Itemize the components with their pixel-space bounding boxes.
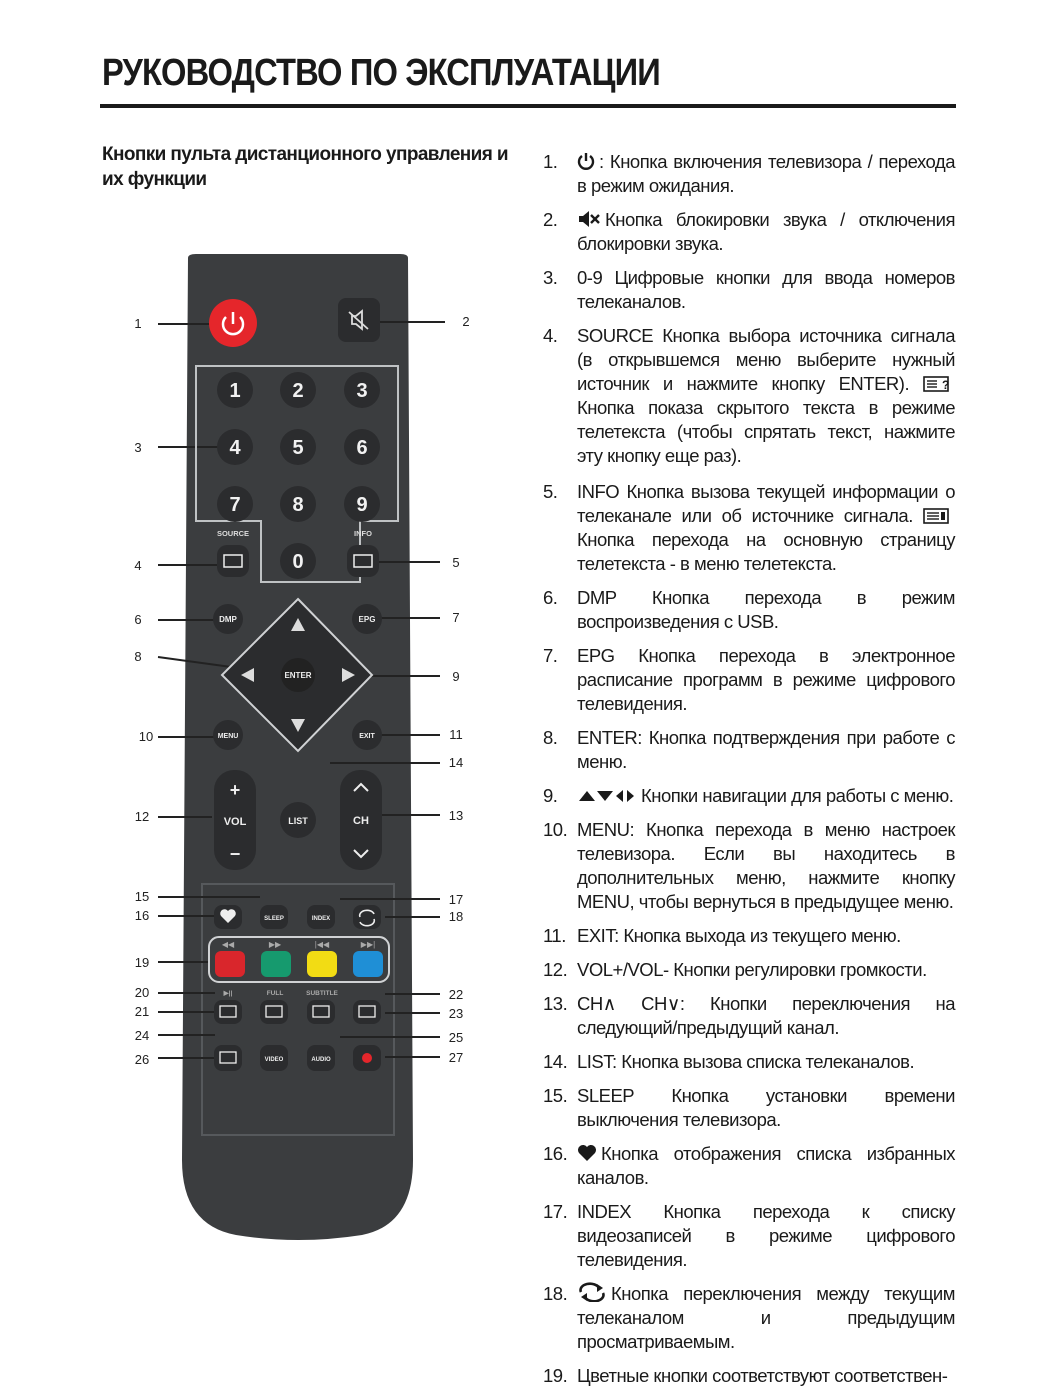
function-number: 3. [543,267,558,288]
function-item [543,1050,955,1074]
teletext-button[interactable] [307,1000,335,1024]
function-item [543,924,955,948]
function-text: EXIT: Кнопка выхода из текущего меню. [577,925,901,946]
callout-number: 21 [134,1004,150,1019]
teletext-index-icon [923,508,951,524]
function-text: INFO Кнопка вызова текущей информации о телеканале или об источнике сигнала. [577,481,955,526]
function-number: 13. [543,993,568,1014]
vol-plus-icon: + [229,780,241,800]
function-list [543,150,955,1398]
epg-label: EPG [358,615,376,624]
function-item [543,208,955,256]
function-number: 10. [543,819,568,840]
index-label: INDEX [311,916,331,922]
list-label: LIST [288,816,308,826]
function-item [543,266,955,314]
function-item [543,726,955,774]
enter-label: ENTER [284,671,312,680]
function-item [543,644,955,716]
function-item [543,958,955,982]
function-text: Кнопка переключения между текущим телеканалом и предыдущим просматриваемым. [577,1283,955,1352]
function-item [543,1364,955,1388]
subtitle-label: SUBTITLE [306,990,338,997]
remote-illustration [100,240,530,1380]
color-button[interactable] [307,951,337,977]
page-title: РУКОВОДСТВО ПО ЭКСПЛУАТАЦИИ [102,52,660,94]
color-button[interactable] [215,951,245,977]
callout-number: 14 [448,755,464,770]
callout-number: 13 [448,808,464,823]
svg-text:?: ? [942,378,949,392]
digit-label: 4 [229,437,241,459]
function-number: 14. [543,1051,568,1072]
callout-number: 12 [134,809,150,824]
function-text-secondary: Кнопка перехода на основную страницу телетекста - в меню телетекста. [577,529,955,574]
play-pause-glyph: ▶|| [223,990,233,997]
function-text: Цветные кнопки соответствуют соответствен- [577,1365,948,1386]
video-label: VIDEO [264,1057,284,1063]
audio-label: AUDIO [311,1057,331,1063]
teletext-button[interactable] [260,1000,288,1024]
function-item [543,818,955,914]
function-item [543,324,955,468]
full-label: FULL [266,990,284,997]
exit-label: EXIT [359,733,375,740]
function-text: LIST: Кнопка вызова списка телеканалов. [577,1051,915,1072]
function-text: CH∧ CH∨: Кнопки переключения на следующий/предыдущий канал. [577,993,955,1038]
function-item [543,1142,955,1190]
callout-number: 22 [448,987,464,1002]
function-number: 2. [543,209,558,230]
callout-number: 5 [452,555,460,570]
callout-number: 6 [134,612,142,627]
function-number: 1. [543,151,558,172]
function-text: MENU: Кнопка перехода в меню настроек телевизора. Если вы находитесь в дополнительных меню, нажмите кнопку MENU, чтобы вернуться в предыдущее меню. [577,819,955,912]
teletext-cancel-button[interactable] [214,1045,242,1071]
function-number: 15. [543,1085,568,1106]
callout-number: 8 [134,649,142,664]
function-number: 4. [543,325,558,346]
callout-number: 18 [448,909,464,924]
color-button[interactable] [353,951,383,977]
callout-number: 16 [134,908,150,923]
function-number: 17. [543,1201,568,1222]
heart-icon [577,1144,597,1162]
digit-label: 8 [292,494,304,516]
digit-label: 7 [229,494,241,516]
svg-text:▶▶|: ▶▶| [360,940,376,949]
digit-label: 5 [292,437,304,459]
function-item [543,586,955,634]
info-label: INFO [354,529,372,538]
function-text: SLEEP Кнопка установки времени выключения телевизора. [577,1085,955,1130]
color-button[interactable] [261,951,291,977]
teletext-button[interactable] [214,1000,242,1024]
function-text: VOL+/VOL- Кнопки регулировки громкости. [577,959,927,980]
arrows-icon [577,788,637,804]
teletext-reveal-icon [923,376,951,392]
callout-number: 7 [452,610,460,625]
function-number: 19. [543,1365,568,1386]
digit-label: 2 [292,380,304,402]
function-item [543,1200,955,1272]
function-text: Кнопка блокировки звука / отключения блокировки звука. [577,209,955,254]
dmp-label: DMP [219,615,237,624]
function-item [543,150,955,198]
function-item [543,480,955,576]
section-heading: Кнопки пульта дистанционного управления и их функции [102,144,509,190]
callout-number: 24 [134,1028,150,1043]
callout-number: 2 [462,314,470,329]
power-icon [577,152,595,170]
mute-icon [577,210,601,228]
digit-label: 3 [356,380,368,402]
record-icon [362,1053,372,1063]
function-text: EPG Кнопка перехода в электронное расписание программ в режиме цифрового телевидения. [577,645,955,714]
callout-number: 9 [452,669,460,684]
sleep-label: SLEEP [264,916,284,922]
digit-label: 6 [356,437,368,459]
function-number: 7. [543,645,558,666]
function-number: 6. [543,587,558,608]
callout-number: 27 [448,1050,464,1065]
callout-number: 26 [134,1052,150,1067]
source-button[interactable] [217,545,249,577]
callout-number: 17 [448,892,464,907]
function-number: 9. [543,785,558,806]
svg-text:|◀◀: |◀◀ [314,940,330,949]
digit-label: 0 [292,551,304,573]
function-text: : Кнопка включения телевизора / перехода в режим ожидания. [577,151,955,196]
callout-number: 23 [448,1006,464,1021]
vol-label: VOL [223,816,247,828]
callout-number: 20 [134,985,150,1000]
digit-label: 1 [229,380,241,402]
function-text: INDEX Кнопка перехода к списку видеозаписей в режиме цифрового телевидения. [577,1201,955,1270]
function-number: 12. [543,959,568,980]
function-item [543,784,955,808]
function-text: SOURCE Кнопка выбора источника сигнала (в открывшемся меню выберите нужный источник и нажмите кнопку ENTER). [577,325,955,394]
callout-number: 3 [134,440,142,455]
function-text: DMP Кнопка перехода в режим воспроизведения с USB. [577,587,955,632]
source-label: SOURCE [216,529,250,538]
function-number: 11. [543,925,566,946]
recall-icon [577,1282,607,1302]
function-text: Кнопки навигации для работы с меню. [641,785,954,806]
callout-number: 19 [134,955,150,970]
callout-number: 15 [134,889,150,904]
function-item [543,1282,955,1354]
callout-number: 10 [138,729,154,744]
function-number: 16. [543,1143,568,1164]
function-item [543,1084,955,1132]
menu-label: MENU [217,733,239,740]
vol-minus-icon: − [229,844,241,864]
svg-text:◀◀: ◀◀ [221,940,235,949]
digit-label: 9 [356,494,368,516]
ch-label: CH [353,815,369,827]
function-number: 5. [543,481,558,502]
svg-text:▶▶: ▶▶ [268,940,282,949]
function-number: 18. [543,1283,568,1304]
function-text: ENTER: Кнопка подтверждения при работе с меню. [577,727,955,772]
callout-number: 11 [449,727,463,742]
info-button[interactable] [347,545,379,577]
callout-number: 25 [448,1030,464,1045]
function-text: Кнопка отображения списка избранных каналов. [577,1143,955,1188]
function-text: 0-9 Цифровые кнопки для ввода номеров телеканалов. [577,267,955,312]
callout-number: 1 [134,316,142,331]
title-rule [100,104,956,108]
callout-number: 4 [134,558,142,573]
function-text-secondary: Кнопка показа скрытого текста в режиме телетекста (чтобы спрятать текст, нажмите эту кнопку еще раз). [577,397,955,466]
function-item [543,992,955,1040]
function-number: 8. [543,727,558,748]
teletext-button[interactable] [353,1000,381,1024]
